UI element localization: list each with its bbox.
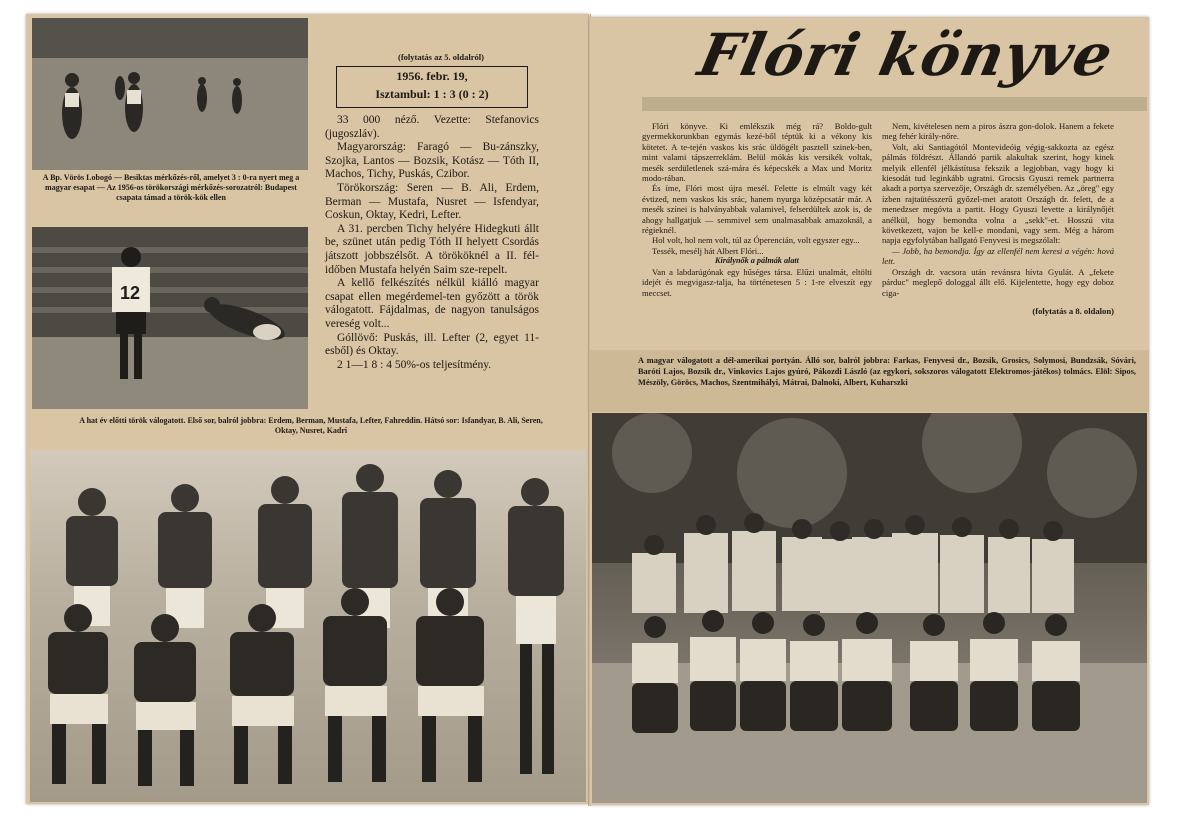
continuation-note-bottom: (folytatás a 8. oldalon) xyxy=(1032,305,1114,316)
match-action-caption: A Bp. Vörös Lobogó — Besiktas mérkőzés-ről, amelyet 3 : 0-ra nyert meg a magyar esapat — Az 1956-os törökországi mérkőzés-sorozatról: Budapest csapata támad a török-kök ellen xyxy=(42,173,300,202)
hungarian-team-illustration xyxy=(592,413,1147,803)
article-paragraph: Góllövő: Puskás, ill. Lefter (2, egyet 11-esből) és Oktay. xyxy=(325,331,539,358)
column1-paragraph: Flóri könyve. Ki emlékszik még rá? Boldo-gult gyermekkorunkban egymás kezé-ből téptük ki a vékony kis kötetet. A te-tején vaskos kis srác üldögélt pasztell szinek-ben, mint valami tápszerreklám. Belül mókás kis versikék voltak, mesék serdületlenek szá-mára és képecskék a Max und Moritz modo-rában. xyxy=(642,121,872,184)
column1-paragraph: Tessék, mesélj hát Albert Flóri... xyxy=(652,245,764,256)
article-paragraph: Magyarország: Faragó — Bu-zánszky, Szojka, Lantos — Bozsik, Kotász — Tóth II, Machos, Tichy, Puskás, Czibor. xyxy=(325,141,539,181)
article-title: Flóri könyve xyxy=(692,21,1120,89)
goalkeeper-illustration xyxy=(32,227,308,409)
column1-paragraph: Van a labdarúgónak egy hűséges társa. Elűzi unalmát, eltölti idejét és megvigasz-talja, ha történetesen 5 : 1-re elveszít egy meccset. xyxy=(642,266,872,298)
match-date: 1956. febr. 19, xyxy=(396,69,468,83)
hungarian-team-photo xyxy=(592,413,1147,803)
turkish-team-illustration xyxy=(30,450,586,802)
right-page xyxy=(590,17,1149,805)
column1-paragraph: Hol volt, hol nem volt, túl az Óperencián, volt egyszer egy... xyxy=(652,235,860,246)
article-column-2 xyxy=(882,121,1114,316)
section-subheading: Királynők a pálmák alatt xyxy=(715,256,799,266)
match-info-box xyxy=(336,66,528,108)
svg-text:12: 12 xyxy=(120,283,141,303)
goalkeeper-photo xyxy=(32,227,308,409)
match-action-illustration xyxy=(32,18,308,170)
column2-paragraph: Nem, kivételesen nem a piros ászra gon-dolok. Hanem a fekete meg fehér király-nőre. xyxy=(882,121,1114,142)
hungarian-team-caption: A magyar válogatott a dél-amerikai portyán. Álló sor, balról jobbra: Farkas, Fenyvesi dr., Bozsik, Grosics, Solymosi, Bundzsák, Sóvári, Baróti Lajos, Bozsik dr., Vinkovics Lajos gyúró, Pákozdi László (az egykori, sokszoros válogatott Elektromos-játékos) tolmács. Elöl: Sipos, Mészöly, Göröcs, Machos, Szentmihályi, Mátrai, Dalnoki, Albert, Kuharszki xyxy=(638,356,1136,387)
column2-paragraph: — Jobb, ha bemondja. Így az ellenfél nem keresi a végén: hová lett. xyxy=(882,245,1114,267)
title-underline-band xyxy=(642,97,1147,111)
column2-paragraph: Országh dr. vacsora után revánsra hívta Gyulát. A „fekete párduc" meglepő dologgal állt elő. Kijelentette, hogy egy doboz ciga- xyxy=(882,266,1114,298)
turkish-team-photo xyxy=(30,450,586,802)
column1-paragraph: És íme, Flóri most újra mesél. Felette is elmúlt vagy két évtized, nem vaskos kis srác, hanem nyurga középcsatár már. A mesék színei is halványabbak valamivel, felserdültek azok is, de ahogy hallgatjuk — semmivel sem unalmasabbak amazoknál, a régieknél. xyxy=(642,183,872,236)
match-action-photo xyxy=(32,18,308,170)
article-paragraph: A kellő felkészítés nélkül kiálló magyar csapat ellen megérdemel-ten győzött a török válogatott. Fájdalmas, de nagyon tanulságos vereség volt... xyxy=(325,277,539,330)
turkish-team-caption: A hat év előtti török válogatott. Első sor, balról jobbra: Erdem, Berman, Mustafa, Lefter, Fahreddin. Hátsó sor: Isfandyar, B. Ali, Seren, Oktay, Nusret, Kadri xyxy=(79,416,543,435)
article-paragraph: A 31. percben Tichy helyére Hidegkuti állt be, szünet után pedig Tóth II helyett Csordás játszott jobbszélsőt. A törököknél a II. fél-időben Mustafa helyén Saim sze-repelt. xyxy=(325,222,539,276)
article-column-1 xyxy=(642,121,872,298)
match-score-line: Isztambul: 1 : 3 (0 : 2) xyxy=(375,87,489,101)
column2-paragraph: Volt, aki Santiagótól Montevideóig végig-sakkozta az egész pálmás földrészt. Állandó partik alakultak szerint, hogy kinek melyik ellenfél jélkástítusa fekszik a legjobban, vagy hogy ki kiesodát tud leginkább ugratni. Grocsis Gyuszi remek partnerra akadt a portya szervezője, Országh dr. személyében. Az „öreg" egy ízben rajtaütésszerű győzel-met aratott Országh dr. felett, de a menedzser megóvta a partit. Hogy Gyuszi levette a királynőjét anélkül, hogy bemondta volna a „sekk"-et. Hosszú vita következett, vajon be kell-e mondani, vagy sem. Még a három napja egyfolytában hallgató Fenyvesi is megszólalt: xyxy=(882,141,1114,246)
article-paragraph: 2 1—1 8 : 4 50%-os teljesítmény. xyxy=(337,358,492,371)
match-report-article xyxy=(325,114,539,372)
continuation-note-top: (folytatás az 5. oldalról) xyxy=(398,52,484,62)
left-page xyxy=(26,14,589,804)
article-paragraph: Törökország: Seren — B. Ali, Erdem, Berman — Mustafa, Nusret — Isfendyar, Coskun, Oktay, Kedri, Lefter. xyxy=(325,181,539,222)
article-paragraph: 33 000 néző. Vezette: Stefanovics (jugoszláv). xyxy=(325,114,539,140)
